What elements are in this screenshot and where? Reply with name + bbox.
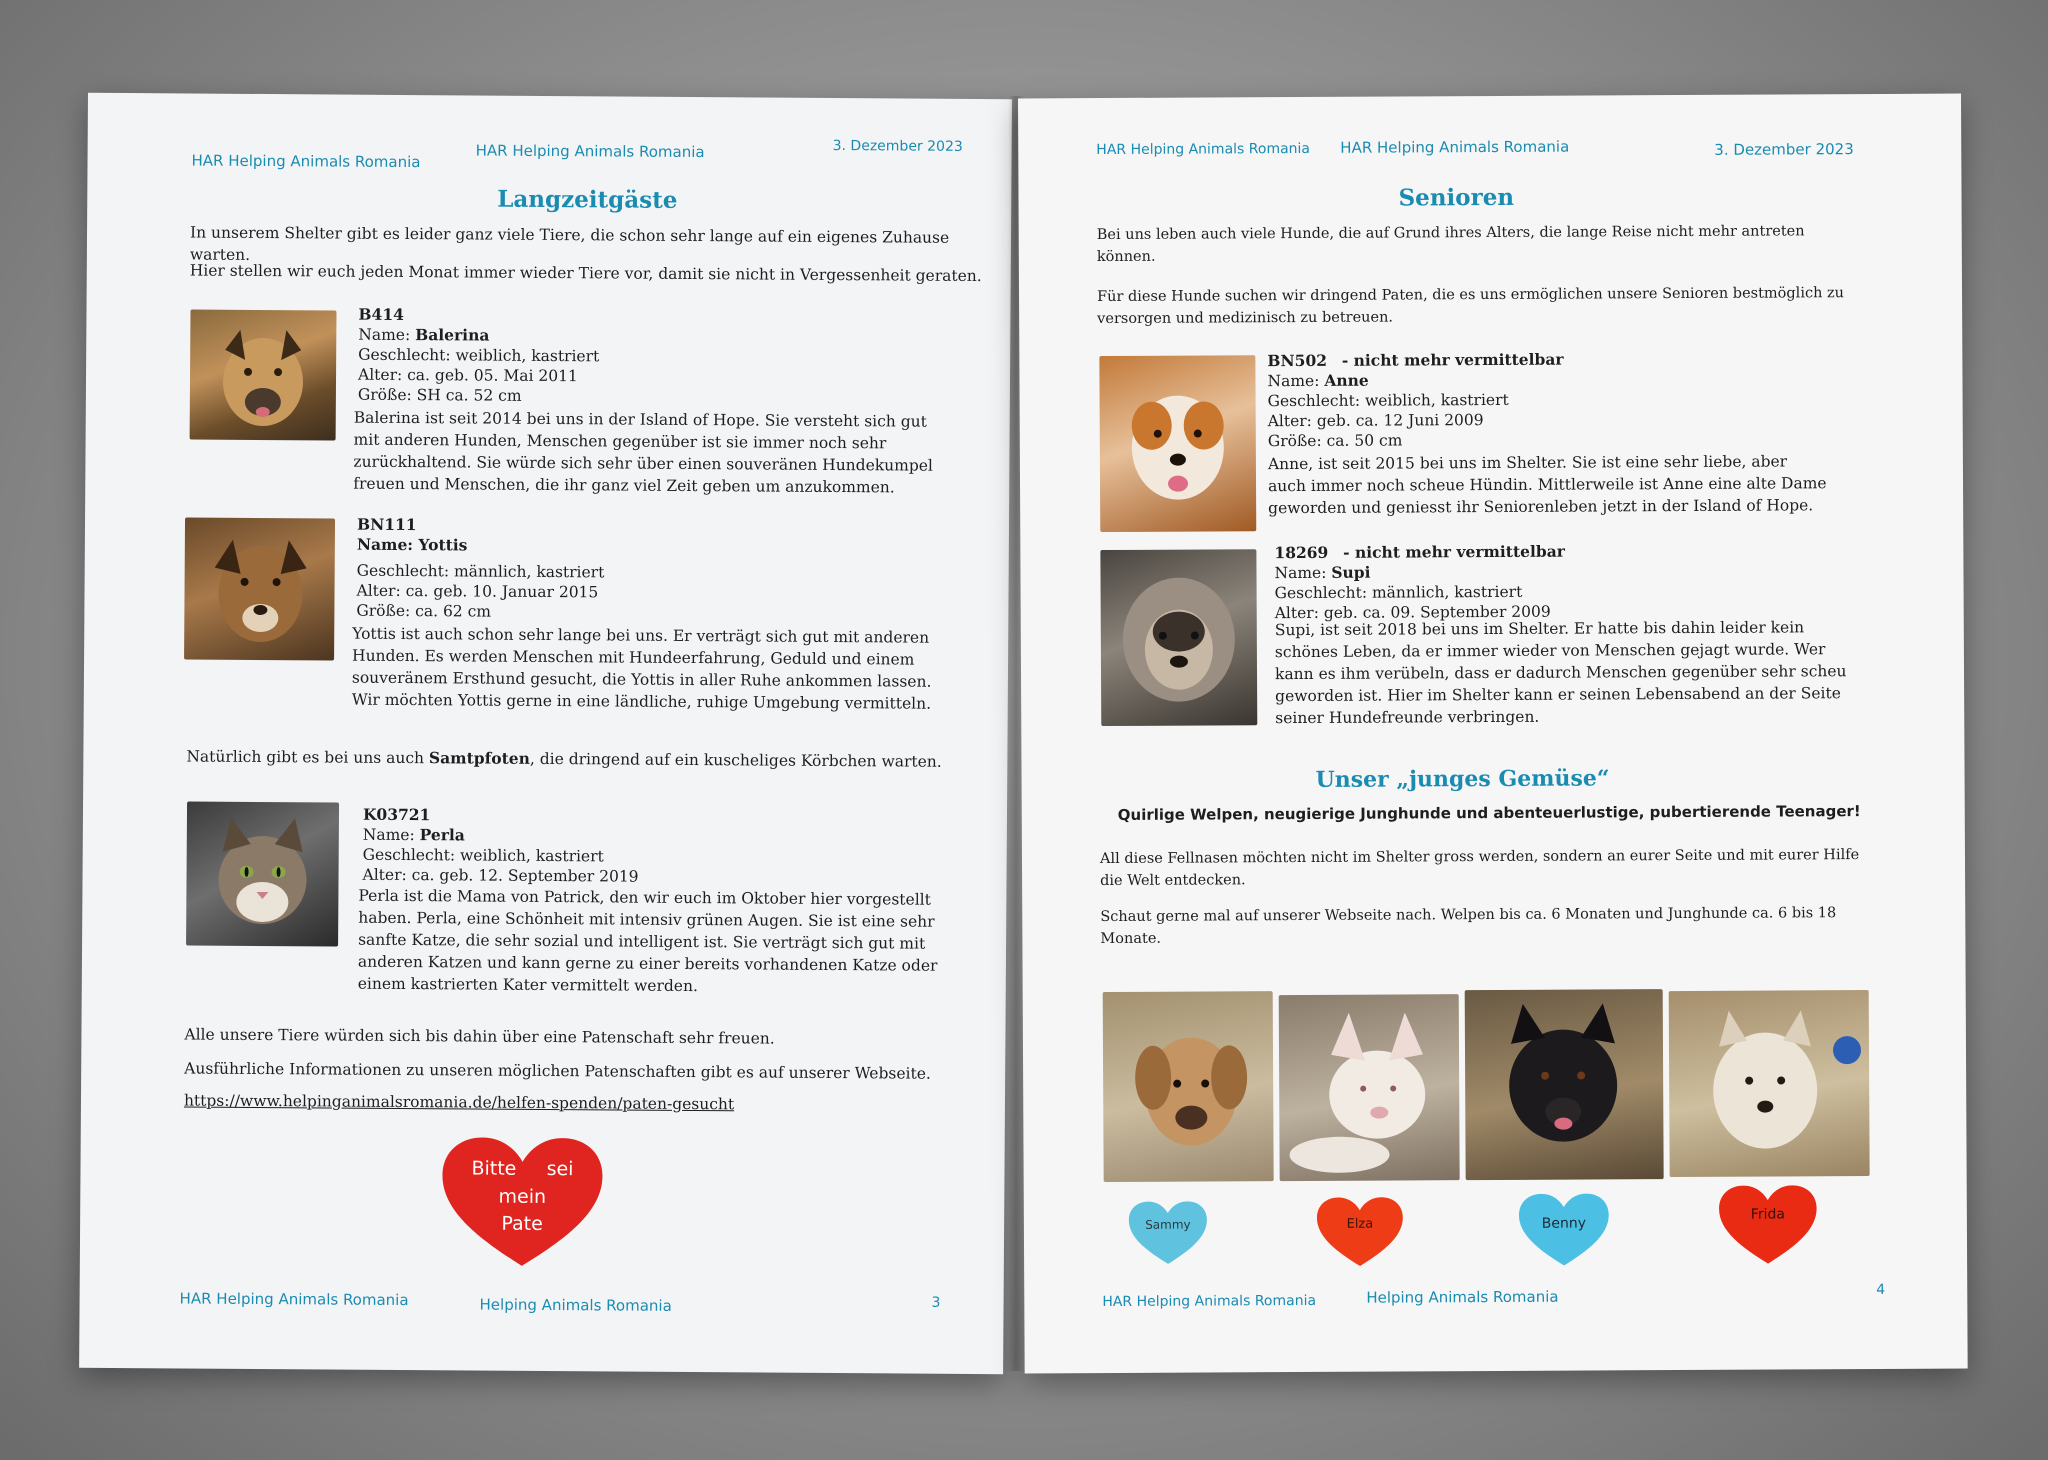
animal-gender: Geschlecht: weiblich, kastriert xyxy=(358,345,600,366)
samtpfoten-line: Natürlich gibt es bei uns auch Samtpfoten, die dringend auf ein kuscheliges Körbchen warten. xyxy=(186,747,942,771)
senior-age: Alter: geb. ca. 12 Juni 2009 xyxy=(1267,411,1484,431)
perla-photo xyxy=(186,801,339,946)
paten-gesucht-link[interactable]: https://www.helpinganimalsromania.de/helfen-spenden/paten-gesucht xyxy=(183,1091,735,1114)
benny-photo xyxy=(1465,989,1664,1180)
page-title-senioren: Senioren xyxy=(1398,183,1515,212)
animal-bn111-text: Yottis ist auch schon sehr lange bei uns. Er verträgt sich gut mit anderen Hunden. Es werden Menschen mit Hundeerfahrung, Geduld und einem souveränem Ersthund gesucht, die Yottis in aller Ruhe ankommen lassen. Wir möchten Yottis gerne in eine ländliche, ruhige Umgebung vermitteln. xyxy=(351,624,932,713)
left-footer-org1: HAR Helping Animals Romania xyxy=(179,1289,409,1310)
heart-elza: Elza xyxy=(1316,1192,1404,1270)
yottis-photo xyxy=(184,517,335,660)
left-header-org2: HAR Helping Animals Romania xyxy=(475,141,705,162)
heart-benny: Benny xyxy=(1518,1189,1610,1269)
left-page-number: 3 xyxy=(931,1294,941,1311)
young-text-2: Schaut gerne mal auf unserer Webseite nach. Welpen bis ca. 6 Monaten und Junghunde ca. 6 bis 18 Monate. xyxy=(1100,905,1837,948)
senior-bn502-info xyxy=(1267,348,1908,451)
right-intro-2: Für diese Hunde suchen wir dringend Paten, die es uns ermöglichen unsere Senioren bestmöglich zu versorgen und medizinisch zu betreuen. xyxy=(1097,285,1845,328)
animal-b414-text: Balerina ist seit 2014 bei uns in der Island of Hope. Sie versteht sich gut mit anderen Hunden, Menschen gegenüber ist sie immer noch sehr zurückhaltend. Sie würde sich sehr über einen souveränen Hundekumpel freuen und Menschen, die ihr ganz viel Zeit geben um anzukommen. xyxy=(353,408,933,497)
right-header-date: 3. Dezember 2023 xyxy=(1714,140,1854,159)
right-header-org1: HAR Helping Animals Romania xyxy=(1096,140,1311,159)
heart-sammy: Sammy xyxy=(1128,1197,1208,1267)
supi-photo xyxy=(1100,549,1257,726)
young-title: Unser „junges Gemüse“ xyxy=(1315,765,1610,793)
left-header-org1: HAR Helping Animals Romania xyxy=(191,151,421,172)
senior-name: Supi xyxy=(1331,562,1371,582)
heart-shape xyxy=(1718,1182,1818,1267)
left-footer-org2: Helping Animals Romania xyxy=(479,1295,672,1315)
animal-gender: Geschlecht: weiblich, kastriert xyxy=(362,845,604,866)
animal-k03721-text: Perla ist die Mama von Patrick, den wir euch im Oktober hier vorgestellt haben. Perla, eine Schönheit mit intensiv grünen Augen. Sie ist eine sehr sanfte Katze, die sehr sozial und intelligent ist. Sie verträgt sich gut mit anderen Katzen und kann gerne zu einer bereits vorhandenen Katze oder einem kastrierten Kater vermittelt werden. xyxy=(357,886,938,996)
right-footer-org1: HAR Helping Animals Romania xyxy=(1102,1292,1317,1311)
animal-name: Balerina xyxy=(415,325,490,345)
right-header-org2: HAR Helping Animals Romania xyxy=(1340,137,1570,157)
senior-status: - nicht mehr vermittelbar xyxy=(1341,349,1564,370)
animal-size: Größe: SH ca. 52 cm xyxy=(357,385,522,405)
balerina-photo xyxy=(190,309,337,440)
right-intro-1: Bei uns leben auch viele Hunde, die auf Grund ihres Alters, die lange Reise nicht mehr antreten können. xyxy=(1096,223,1805,266)
senior-age: Alter: geb. ca. 09. September 2009 xyxy=(1274,602,1551,623)
animal-name-line: Name: Balerina xyxy=(358,325,490,345)
senior-18269-info xyxy=(1274,540,1914,623)
animal-name: Perla xyxy=(419,825,465,845)
animal-age: Alter: ca. geb. 05. Mai 2011 xyxy=(357,365,578,386)
young-text-1: All diese Fellnasen möchten nicht im Shelter gross werden, sondern an eurer Seite und mit eurer Hilfe die Welt entdecken. xyxy=(1099,847,1860,890)
senior-status: - nicht mehr vermittelbar xyxy=(1343,541,1565,562)
anne-photo xyxy=(1099,355,1256,532)
sammy-photo xyxy=(1103,991,1274,1182)
animal-bn111-info xyxy=(356,515,957,625)
animal-gender: Geschlecht: männlich, kastriert xyxy=(356,561,605,582)
left-intro-2: Hier stellen wir euch jeden Monat immer wieder Tiere vor, damit sie nicht in Vergessenheit geraten. xyxy=(189,261,982,286)
animal-size: Größe: ca. 62 cm xyxy=(356,601,492,621)
frida-photo xyxy=(1669,990,1870,1177)
senior-name-line: Name: Supi xyxy=(1274,562,1371,583)
elza-photo xyxy=(1279,994,1460,1181)
animal-name-line: Name: Perla xyxy=(362,825,465,845)
right-footer-org2: Helping Animals Romania xyxy=(1366,1287,1559,1307)
outro-1: Alle unsere Tiere würden sich bis dahin über eine Patenschaft sehr freuen. xyxy=(184,1025,775,1048)
senior-bn502-text: Anne, ist seit 2015 bei uns im Shelter. Sie ist eine sehr liebe, aber auch immer noch scheue Hündin. Mittlerweile ist Anne eine alte Dame geworden und geniesst ihr Seniorenleben jetzt in der Island of Hope. xyxy=(1267,452,1827,518)
right-page-number: 4 xyxy=(1876,1281,1886,1298)
senior-name: Anne xyxy=(1324,370,1369,390)
animal-id: K03721 xyxy=(362,804,431,825)
senior-gender: Geschlecht: weiblich, kastriert xyxy=(1267,390,1509,411)
outro-2: Ausführliche Informationen zu unseren möglichen Patenschaften gibt es auf unserer Webseite. xyxy=(184,1059,931,1083)
senior-name-line: Name: Anne xyxy=(1267,370,1369,391)
bitte-sei-mein-pate-heart: Bitte sei mein Pate xyxy=(440,1135,605,1268)
animal-age: Alter: ca. geb. 10. Januar 2015 xyxy=(356,581,599,602)
senior-gender: Geschlecht: männlich, kastriert xyxy=(1274,582,1523,603)
heart-frida: Frida xyxy=(1718,1182,1818,1267)
heart-shape xyxy=(1128,1197,1208,1267)
animal-id: BN111 xyxy=(356,514,417,535)
senior-id: 18269 xyxy=(1274,542,1329,563)
animal-name: Yottis xyxy=(418,535,468,555)
right-page xyxy=(1018,94,1968,1374)
animal-name-line: Name: Yottis xyxy=(356,534,468,555)
senior-id: BN502 xyxy=(1267,350,1328,371)
animal-id: B414 xyxy=(358,304,405,324)
page-title-langzeitgaeste: Langzeitgäste xyxy=(497,185,678,214)
senior-size: Größe: ca. 50 cm xyxy=(1267,431,1403,451)
animal-b414-info xyxy=(358,305,959,409)
left-page xyxy=(79,93,1012,1374)
animal-age: Alter: ca. geb. 12. September 2019 xyxy=(362,865,639,886)
senior-18269-text: Supi, ist seit 2018 bei uns im Shelter. Er hatte bis dahin leider kein schönes Leben, da er immer wieder von Menschen gejagt wurde. Wer kann es ihm verübeln, dass er dadurch Menschen gegenüber sehr scheu geworden ist. Hier im Shelter kann er seinen Lebensabend an der Seite seiner Hundefreunde verbringen. xyxy=(1274,618,1847,728)
left-header-date: 3. Dezember 2023 xyxy=(832,137,963,155)
left-intro-1: In unserem Shelter gibt es leider ganz viele Tiere, die schon sehr lange auf ein eigenes Zuhause warten. xyxy=(189,223,950,264)
young-subtitle: Quirlige Welpen, neugierige Junghunde und abenteuerlustige, pubertierende Teenager! xyxy=(1117,802,1861,824)
animal-k03721-info xyxy=(362,805,963,889)
